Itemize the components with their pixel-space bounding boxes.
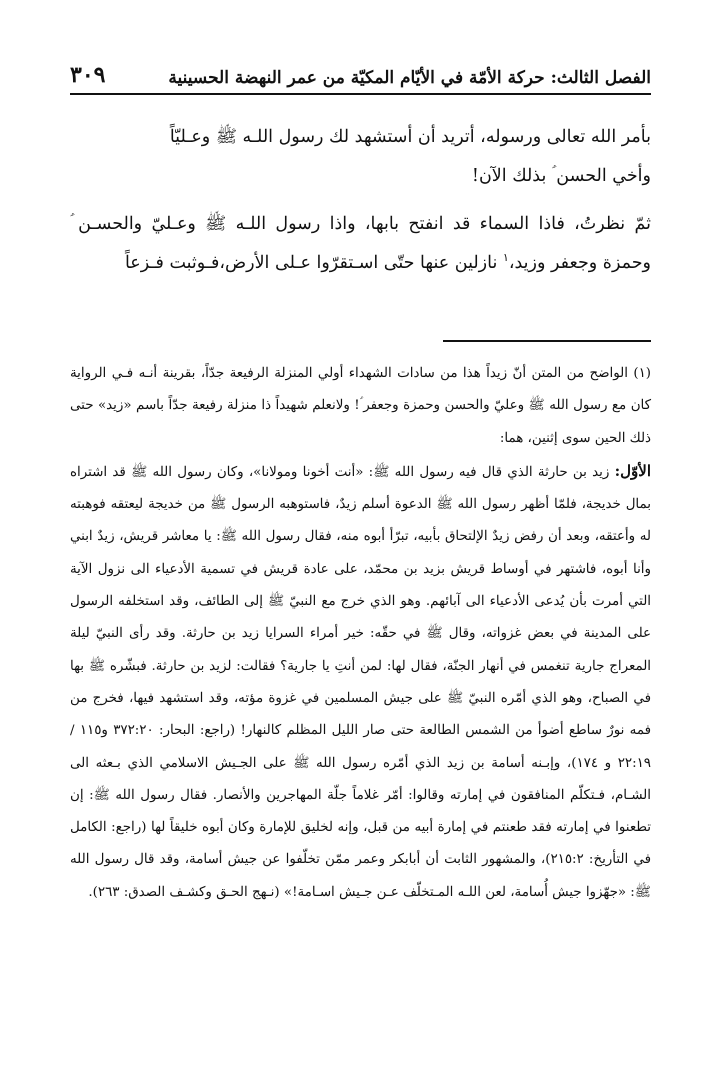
footnote-1 bbox=[70, 358, 651, 455]
header-divider bbox=[70, 93, 651, 95]
paragraph-2 bbox=[70, 205, 651, 282]
footnote-1-first bbox=[70, 455, 651, 909]
paragraph-1-line-2: وأخي الحسن ؑ بذلك الآن! bbox=[471, 165, 651, 186]
footnote-first-label: الأوّل: bbox=[614, 461, 651, 480]
footnote-divider bbox=[443, 340, 651, 342]
main-text bbox=[70, 118, 651, 282]
footnote-1-text: (١) الواضح من المتن أنّ زيداً هذا من سادات الشهداء أولي المنزلة الرفيعة جدّاً، بقرينة أنـه فـي الرواية كان مع رسول الله ﷺ وعليّ والحسن وحمزة وجعفر ؑ! ولانعلم شهيداً ذا منزلة رفيعة جدّاً باسم «زيد» حتى ذلك الحين سوى إثنين، هما: bbox=[70, 366, 651, 446]
page-number: ٣٠٩ bbox=[70, 62, 106, 88]
running-header bbox=[70, 52, 651, 88]
paragraph-1 bbox=[70, 118, 651, 195]
paragraph-1-line-1: بأمر الله تعالى ورسوله، أتريد أن أستشهد لك رسول اللـه ﷺ وعـليّاً bbox=[169, 127, 651, 147]
chapter-title: الفصل الثالث: حركة الأمّة في الأيّام المكيّة من عمر النهضة الحسينية bbox=[168, 68, 651, 88]
footnotes bbox=[70, 358, 651, 909]
paragraph-2-text: ثمّ نظرتُ، فاذا السماء قد انفتح بابها، واذا رسول اللـه ﷺ وعـليّ والحسـن ؑ وحمزة وجعفر وزيد،$^١$ نازلين عنها حتّى اسـتقرّوا عـلى الأرض،فـوثبت فـزعاً bbox=[70, 214, 651, 273]
footnote-ref-1[interactable]: ١ bbox=[502, 250, 509, 264]
footnote-first-text: زيد بن حارثة الذي قال فيه رسول الله ﷺ: «أنت أخونا ومولانا»، وكان رسول الله ﷺ قد اشتراه بمال خديجة، فلمّا أظهر رسول الله ﷺ الدعوة أسلم زيدٌ، فاستوهبه الرسول ﷺ من خديجة ليعتقه فوهبته له وأعتقه، وبعد أن رفض زيدٌ الإلتحاق بأبيه، تبرّأ أبوه منه، فقال رسول الله ﷺ: يا معاشر قريش، زيدٌ ابني وأنا أبوه، فاشتهر في أوساط قريش بزيد بن محمّد، على عادة قريش في تسمية الأدعياء الى نزول الآية التي أمرت بأن يُدعى الأدعياء الى آبائهم. وهو الذي خرج مع النبيّ ﷺ إلى الطائف، وقد استخلفه الرسول على المدينة في بعض غزواته، وقال ﷺ في حقّه: خير أمراء السرايا زيد بن حارثة. وقد رأى النبيّ ليلة المعراج جارية تنغمس في أنهار الجنّة، فقال لها: لمن أنتِ يا جارية؟ فقالت: لزيد بن حارثة. فبشّره ﷺ بها في الصباح، وهو الذي أمّره النبيّ ﷺ على جيش المسلمين في غزوة مؤته، وقد استشهد فيها، فخرج من فمه نورٌ ساطع أضوأ من الشمس الطالعة حتى صار الليل المظلم كالنهار! (راجع: البحار: ٣٧٢:٢٠ و١١٥ / ٢٢:١٩ و ١٧٤)، وإبـنه أسامة بن زيد الذي أمّره رسول الله ﷺ على الجـيش الاسلامي الذي بـعثه الى الشـام، فـتكلّم المنافقون في إمارته وقالوا: أمّر غلاماً جلّة المهاجرين والأنصار. فقال رسول الله ﷺ: إن تطعنوا في إمارته فقد طعنتم في إمارة أبيه من قبل، وإنه لخليق للإمارة وكان أبوه خليقاً لها (راجع: الكامل في التأريخ: ٢١٥:٢)، والمشهور الثابت أن أبابكر وعمر ممّن تخلّفوا عن جيش أسامة، وقد قال رسول الله ﷺ: «جهّزوا جيش أُسامة، لعن اللـه المـتخلّف عـن جـيش اسـامة!» (نـهج الحـق وكشـف الصدق: ٢٦٣). bbox=[70, 464, 651, 900]
